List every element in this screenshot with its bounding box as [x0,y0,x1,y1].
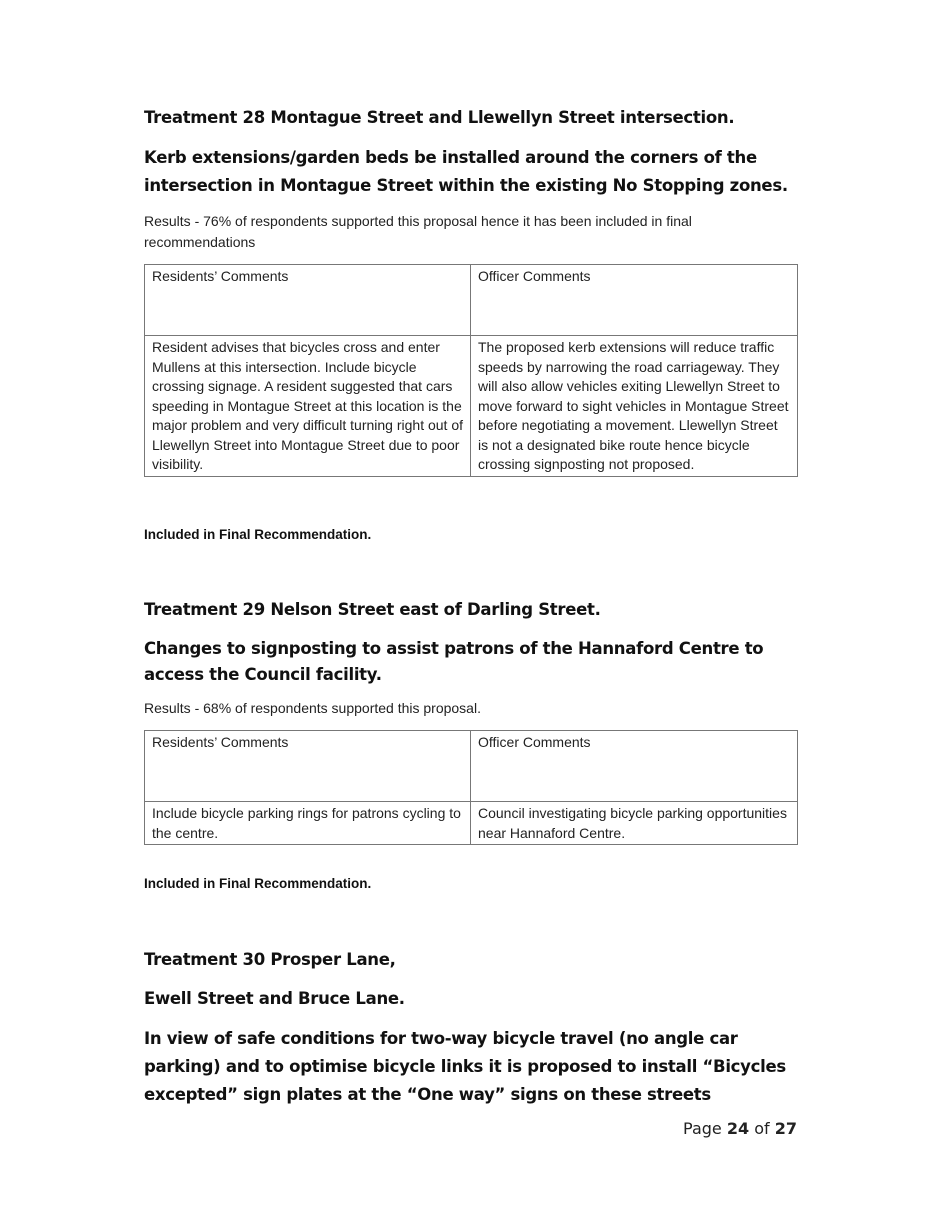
treatment-29-results: Results - 68% of respondents supported this proposal. [144,700,481,716]
page-number [683,1119,797,1138]
officer-comments-header: Officer Comments [471,731,798,802]
treatment-30-description: In view of safe conditions for two-way bicycle travel (no angle car parking) and to optimise bicycle links it is proposed to install “Bicycles excepted” sign plates at the “One way” signs on these streets [144,1029,786,1104]
current-page-number: 24 [726,1119,750,1138]
treatment-28-title: Treatment 28 Montague Street and Llewellyn Street intersection. [144,108,735,127]
treatment-28-results: Results - 76% of respondents supported this proposal hence it has been included in final recommendations [144,213,692,250]
residents-comments-header: Residents’ Comments [145,265,471,336]
treatment-28-comments-table [144,264,798,477]
treatment-29-comments-table [144,730,798,845]
table-header-row [145,731,798,802]
residents-comments-header: Residents’ Comments [145,731,471,802]
treatment-29-title: Treatment 29 Nelson Street east of Darling Street. [144,600,601,619]
page-word: Page [683,1119,722,1138]
table-row [145,336,798,477]
treatment-29-outcome: Included in Final Recommendation. [144,876,372,891]
table-row [145,802,798,845]
officer-comment-cell: Council investigating bicycle parking opportunities near Hannaford Centre. [471,802,798,845]
officer-comment-cell: The proposed kerb extensions will reduce traffic speeds by narrowing the road carriageway. They will also allow vehicles exiting Llewellyn Street to move forward to sight vehicles in Montague Street before negotiating a movement. Llewellyn Street is not a designated bike route hence bicycle crossing signposting not proposed. [471,336,798,477]
treatment-30-title: Treatment 30 Prosper Lane, [144,950,396,969]
treatment-28-description: Kerb extensions/garden beds be installed around the corners of the intersection in Montague Street within the existing No Stopping zones. [144,148,788,195]
treatment-29-description: Changes to signposting to assist patrons of the Hannaford Centre to access the Council facility. [144,639,764,684]
of-word: of [754,1119,770,1138]
resident-comment-cell: Include bicycle parking rings for patrons cycling to the centre. [145,802,471,845]
total-pages-number: 27 [774,1119,797,1138]
treatment-30-subtitle: Ewell Street and Bruce Lane. [144,989,405,1008]
treatment-28-outcome: Included in Final Recommendation. [144,527,372,542]
table-header-row [145,265,798,336]
officer-comments-header: Officer Comments [471,265,798,336]
resident-comment-cell: Resident advises that bicycles cross and enter Mullens at this intersection. Include bicycle crossing signage. A resident suggested that cars speeding in Montague Street at this location is the major problem and very difficult turning right out of Llewellyn Street into Montague Street due to poor visibility. [145,336,471,477]
